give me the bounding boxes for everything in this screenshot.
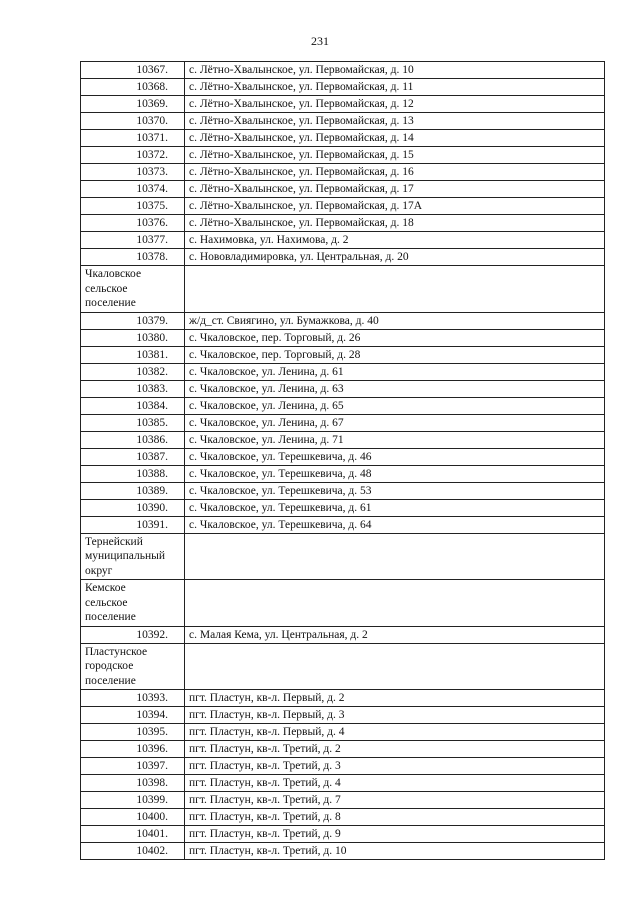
entry-address: с. Чкаловское, ул. Ленина, д. 67 bbox=[185, 414, 605, 431]
page-number: 231 bbox=[311, 34, 329, 48]
section-label bbox=[81, 266, 185, 313]
table-row bbox=[81, 113, 605, 130]
entry-number: 10392. bbox=[81, 626, 185, 643]
table-row bbox=[81, 809, 605, 826]
table-row bbox=[81, 130, 605, 147]
entry-number: 10382. bbox=[81, 363, 185, 380]
entry-number: 10396. bbox=[81, 741, 185, 758]
section-empty-cell bbox=[185, 266, 605, 313]
table-row bbox=[81, 792, 605, 809]
address-table-body bbox=[81, 62, 605, 860]
entry-address: пгт. Пластун, кв-л. Третий, д. 3 bbox=[185, 758, 605, 775]
entry-address: пгт. Пластун, кв-л. Третий, д. 9 bbox=[185, 826, 605, 843]
entry-number: 10385. bbox=[81, 414, 185, 431]
entry-address: с. Лётно-Хвалынское, ул. Первомайская, д. 11 bbox=[185, 79, 605, 96]
entry-address: с. Нахимовка, ул. Нахимова, д. 2 bbox=[185, 232, 605, 249]
section-header-row bbox=[81, 533, 605, 580]
entry-number: 10399. bbox=[81, 792, 185, 809]
entry-address: с. Чкаловское, ул. Терешкевича, д. 48 bbox=[185, 465, 605, 482]
entry-number: 10386. bbox=[81, 431, 185, 448]
section-label bbox=[81, 533, 185, 580]
entry-number: 10402. bbox=[81, 843, 185, 860]
table-row bbox=[81, 363, 605, 380]
entry-number: 10384. bbox=[81, 397, 185, 414]
section-label-line: Пластунское bbox=[85, 645, 148, 658]
entry-address: пгт. Пластун, кв-л. Третий, д. 2 bbox=[185, 741, 605, 758]
entry-number: 10400. bbox=[81, 809, 185, 826]
entry-number: 10369. bbox=[81, 96, 185, 113]
entry-address: с. Лётно-Хвалынское, ул. Первомайская, д. 13 bbox=[185, 113, 605, 130]
entry-address: пгт. Пластун, кв-л. Первый, д. 2 bbox=[185, 690, 605, 707]
table-row bbox=[81, 215, 605, 232]
section-header-row bbox=[81, 266, 605, 313]
entry-number: 10375. bbox=[81, 198, 185, 215]
table-row bbox=[81, 775, 605, 792]
table-row bbox=[81, 690, 605, 707]
entry-address: пгт. Пластун, кв-л. Третий, д. 4 bbox=[185, 775, 605, 792]
table-row bbox=[81, 758, 605, 775]
entry-number: 10387. bbox=[81, 448, 185, 465]
table-row bbox=[81, 448, 605, 465]
entry-address: с. Лётно-Хвалынское, ул. Первомайская, д. 18 bbox=[185, 215, 605, 232]
section-label-line: поселение bbox=[85, 611, 136, 623]
section-label-line: сельское bbox=[85, 596, 128, 609]
entry-number: 10380. bbox=[81, 329, 185, 346]
entry-address: с. Нововладимировка, ул. Центральная, д. 20 bbox=[185, 249, 605, 266]
entry-number: 10397. bbox=[81, 758, 185, 775]
section-label-line: поселение bbox=[85, 674, 136, 687]
entry-address: с. Лётно-Хвалынское, ул. Первомайская, д. 12 bbox=[185, 96, 605, 113]
entry-address: с. Чкаловское, ул. Терешкевича, д. 64 bbox=[185, 516, 605, 533]
section-empty-cell bbox=[185, 643, 605, 690]
entry-address: с. Чкаловское, ул. Ленина, д. 63 bbox=[185, 380, 605, 397]
entry-address: пгт. Пластун, кв-л. Первый, д. 3 bbox=[185, 707, 605, 724]
section-label-line: муниципальный bbox=[85, 550, 166, 562]
table-row bbox=[81, 96, 605, 113]
section-label bbox=[81, 643, 185, 690]
section-label-line: Тернейский bbox=[85, 535, 143, 548]
entry-number: 10370. bbox=[81, 113, 185, 130]
section-label-line: Чкаловское bbox=[85, 268, 142, 280]
section-empty-cell bbox=[185, 580, 605, 627]
entry-address: пгт. Пластун, кв-л. Первый, д. 4 bbox=[185, 724, 605, 741]
entry-number: 10393. bbox=[81, 690, 185, 707]
entry-address: с. Лётно-Хвалынское, ул. Первомайская, д. 10 bbox=[185, 62, 605, 79]
table-row bbox=[81, 397, 605, 414]
table-row bbox=[81, 843, 605, 860]
entry-number: 10376. bbox=[81, 215, 185, 232]
entry-number: 10373. bbox=[81, 164, 185, 181]
entry-address: с. Лётно-Хвалынское, ул. Первомайская, д. 16 bbox=[185, 164, 605, 181]
entry-address: пгт. Пластун, кв-л. Третий, д. 10 bbox=[185, 843, 605, 860]
entry-address: с. Чкаловское, ул. Терешкевича, д. 61 bbox=[185, 499, 605, 516]
entry-number: 10371. bbox=[81, 130, 185, 147]
section-label-line: сельское bbox=[85, 282, 128, 295]
entry-address: с. Чкаловское, пер. Торговый, д. 26 bbox=[185, 329, 605, 346]
table-row bbox=[81, 232, 605, 249]
table-row bbox=[81, 79, 605, 96]
entry-number: 10401. bbox=[81, 826, 185, 843]
entry-address: с. Лётно-Хвалынское, ул. Первомайская, д. 17 bbox=[185, 181, 605, 198]
table-row bbox=[81, 707, 605, 724]
entry-number: 10374. bbox=[81, 181, 185, 198]
entry-address: с. Лётно-Хвалынское, ул. Первомайская, д. 17А bbox=[185, 198, 605, 215]
table-row bbox=[81, 826, 605, 843]
entry-address: с. Малая Кема, ул. Центральная, д. 2 bbox=[185, 626, 605, 643]
entry-number: 10381. bbox=[81, 346, 185, 363]
entry-number: 10379. bbox=[81, 312, 185, 329]
entry-number: 10391. bbox=[81, 516, 185, 533]
section-label bbox=[81, 580, 185, 627]
section-header-row bbox=[81, 580, 605, 627]
entry-address: с. Чкаловское, ул. Ленина, д. 61 bbox=[185, 363, 605, 380]
entry-address: пгт. Пластун, кв-л. Третий, д. 8 bbox=[185, 809, 605, 826]
table-row bbox=[81, 181, 605, 198]
entry-number: 10367. bbox=[81, 62, 185, 79]
entry-number: 10378. bbox=[81, 249, 185, 266]
entry-address: с. Лётно-Хвалынское, ул. Первомайская, д. 15 bbox=[185, 147, 605, 164]
entry-address: с. Лётно-Хвалынское, ул. Первомайская, д. 14 bbox=[185, 130, 605, 147]
table-row bbox=[81, 499, 605, 516]
section-label-line: поселение bbox=[85, 297, 136, 309]
table-row bbox=[81, 198, 605, 215]
entry-number: 10398. bbox=[81, 775, 185, 792]
entry-number: 10372. bbox=[81, 147, 185, 164]
entry-address: с. Чкаловское, ул. Терешкевича, д. 46 bbox=[185, 448, 605, 465]
entry-address: с. Чкаловское, ул. Терешкевича, д. 53 bbox=[185, 482, 605, 499]
table-row bbox=[81, 431, 605, 448]
entry-number: 10395. bbox=[81, 724, 185, 741]
table-row bbox=[81, 626, 605, 643]
section-label-line: округ bbox=[85, 564, 113, 577]
address-table bbox=[80, 61, 605, 860]
table-row bbox=[81, 741, 605, 758]
table-row bbox=[81, 147, 605, 164]
entry-number: 10388. bbox=[81, 465, 185, 482]
entry-number: 10394. bbox=[81, 707, 185, 724]
table-row bbox=[81, 164, 605, 181]
table-row bbox=[81, 249, 605, 266]
table-row bbox=[81, 380, 605, 397]
section-empty-cell bbox=[185, 533, 605, 580]
section-label-line: городское bbox=[85, 660, 134, 672]
section-header-row bbox=[81, 643, 605, 690]
table-row bbox=[81, 346, 605, 363]
table-row bbox=[81, 724, 605, 741]
entry-address: с. Чкаловское, пер. Торговый, д. 28 bbox=[185, 346, 605, 363]
table-row bbox=[81, 329, 605, 346]
table-row bbox=[81, 516, 605, 533]
table-row bbox=[81, 482, 605, 499]
entry-address: с. Чкаловское, ул. Ленина, д. 65 bbox=[185, 397, 605, 414]
entry-address: с. Чкаловское, ул. Ленина, д. 71 bbox=[185, 431, 605, 448]
table-row bbox=[81, 465, 605, 482]
entry-number: 10390. bbox=[81, 499, 185, 516]
table-row bbox=[81, 312, 605, 329]
entry-address: пгт. Пластун, кв-л. Третий, д. 7 bbox=[185, 792, 605, 809]
table-row bbox=[81, 414, 605, 431]
entry-number: 10377. bbox=[81, 232, 185, 249]
entry-number: 10368. bbox=[81, 79, 185, 96]
entry-number: 10383. bbox=[81, 380, 185, 397]
entry-number: 10389. bbox=[81, 482, 185, 499]
section-label-line: Кемское bbox=[85, 582, 126, 594]
table-row bbox=[81, 62, 605, 79]
entry-address: ж/д_ст. Свиягино, ул. Бумажкова, д. 40 bbox=[185, 312, 605, 329]
